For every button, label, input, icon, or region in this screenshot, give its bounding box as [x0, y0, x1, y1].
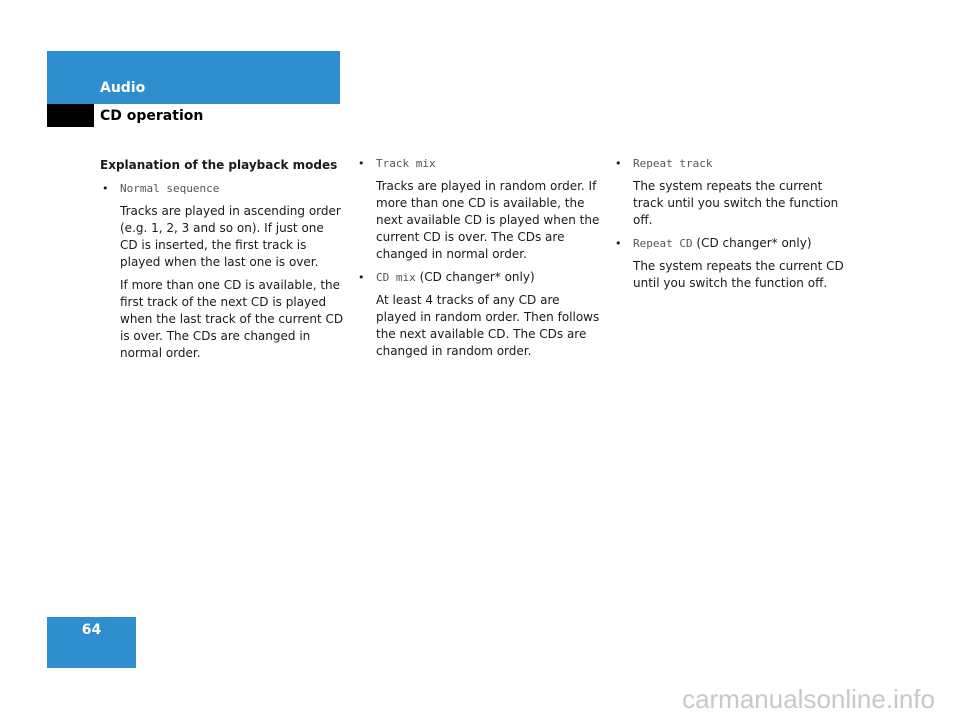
mode-track-mix	[356, 155, 601, 263]
bullet-icon: •	[358, 271, 365, 284]
mode-code: Repeat track	[633, 157, 713, 170]
section-title: Audio	[100, 80, 146, 96]
mode-title	[633, 155, 853, 172]
header-black-tab	[47, 104, 94, 127]
section-subtitle: CD operation	[100, 108, 204, 124]
mode-title	[633, 235, 853, 252]
mode-cd-mix	[356, 269, 601, 360]
mode-normal-sequence	[100, 180, 345, 362]
page-number: 64	[81, 622, 102, 638]
watermark-text: carmanualsonline.info	[682, 684, 935, 714]
column-2	[356, 155, 601, 366]
mode-description: If more than one CD is available, the first track of the next CD is played when the last track of the current CD is over. The CDs are changed in normal order.	[120, 278, 344, 360]
mode-repeat-track	[613, 155, 853, 229]
mode-repeat-cd	[613, 235, 853, 292]
mode-code: CD mix	[376, 271, 416, 284]
mode-title	[120, 180, 345, 197]
bullet-icon: •	[358, 157, 365, 170]
mode-code: Repeat CD	[633, 237, 693, 250]
bullet-icon: •	[102, 182, 109, 195]
mode-description: At least 4 tracks of any CD are played in random order. Then follows the next available CD. The CDs are changed in random order.	[376, 293, 600, 358]
mode-description: The system repeats the current track until you switch the function off.	[633, 179, 839, 227]
page-number-box	[47, 617, 136, 668]
header-band	[47, 51, 340, 104]
mode-description: Tracks are played in random order. If more than one CD is available, the next available CD is played when the current CD is over. The CDs are changed in normal order.	[376, 179, 600, 261]
bullet-icon: •	[615, 157, 622, 170]
mode-suffix: (CD changer* only)	[415, 270, 535, 284]
mode-description: Tracks are played in ascending order (e.g. 1, 2, 3 and so on). If just one CD is inserted, the first track is played when the last one is over.	[120, 204, 341, 269]
column-3	[613, 155, 853, 298]
mode-code: Normal sequence	[120, 182, 220, 195]
mode-description: The system repeats the current CD until you switch the function off.	[633, 259, 844, 290]
mode-title	[376, 155, 601, 172]
mode-title	[376, 269, 601, 286]
playback-modes-heading: Explanation of the playback modes	[100, 158, 338, 172]
column-1	[100, 155, 345, 368]
bullet-icon: •	[615, 237, 622, 250]
mode-suffix: (CD changer* only)	[692, 236, 812, 250]
mode-code: Track mix	[376, 157, 436, 170]
